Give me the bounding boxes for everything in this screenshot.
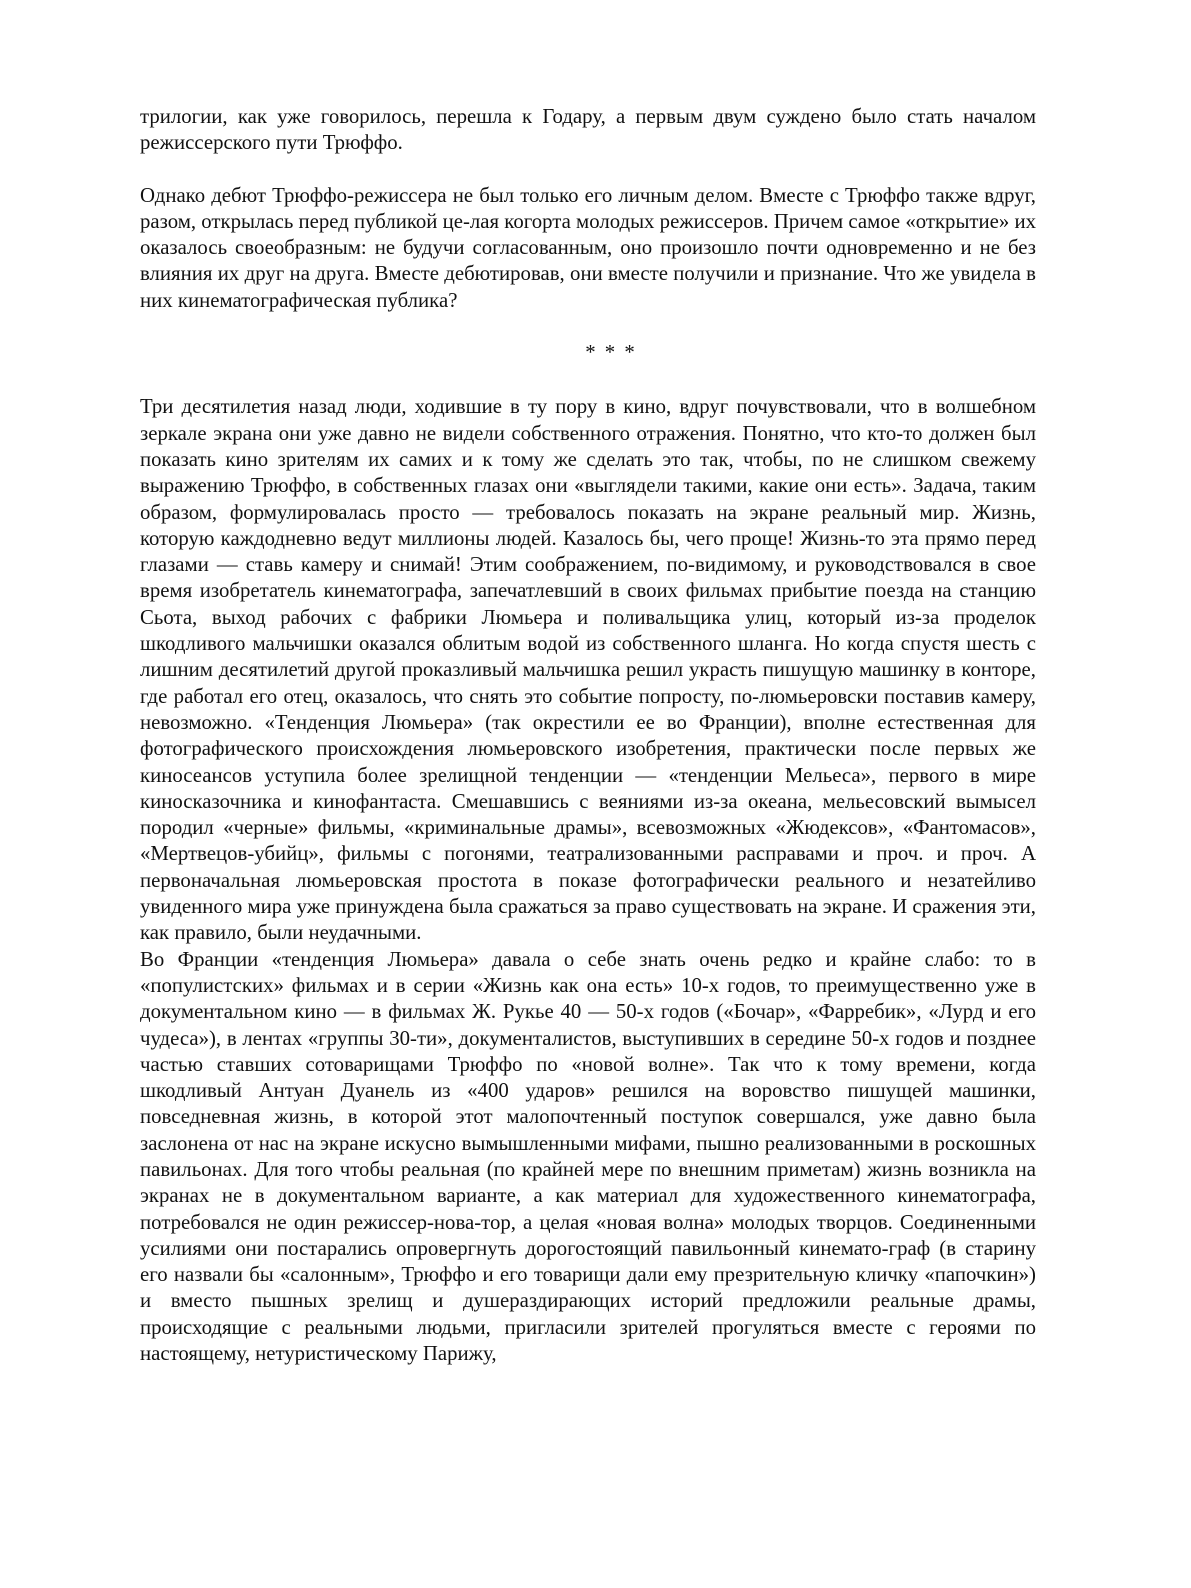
separator-gap [140, 314, 1036, 340]
paragraph-4: Во Франции «тенденция Люмьера» давала о себе знать очень редко и крайне слабо: то в «популистских» фильмах и в серии «Жизнь как она есть» 10-х годов, то преимущественно уже в документальном кино — в фильмах Ж. Рукье 40 — 50-х годов («Бочар», «Фарребик», «Лурд и его чудеса»), в лентах «группы 30-ти», документалистов, выступивших в середине 50-х годов и позднее частью ставших сотоварищами Трюффо по «новой волне». Так что к тому времени, когда шкодливый Антуан Дуанель из «400 ударов» решился на воровство пишущей машинки, повседневная жизнь, в которой этот малопочтенный поступок совершался, уже давно была заслонена от нас на экране искусно вымышленными мифами, пышно реализованными в роскошных павильонах. Для того чтобы реальная (по крайней мере по внешним приметам) жизнь возникла на экранах не в документальном варианте, а как материал для художественного кинематографа, потребовался не один режиссер-нова-тор, а целая «новая волна» молодых творцов. Соединенными усилиями они постарались опровергнуть дорогостоящий павильонный кинемато-граф (в старину его назвали бы «салонным», Трюффо и его товарищи дали ему презрительную кличку «папочкин») и вместо пышных зрелищ и душераздирающих историй предложили реальные драмы, происходящие с реальными людьми, пригласили зрителей прогуляться вместе с героями по настоящему, нетуристическому Парижу, [140, 947, 1036, 1366]
separator-gap-after [140, 366, 1036, 394]
paragraph-gap [140, 157, 1036, 183]
document-page [140, 104, 1036, 1367]
paragraph-1: трилогии, как уже говорилось, перешла к Годару, а первым двум суждено было стать началом режиссерского пути Трюффо. [140, 105, 1036, 155]
section-separator: * * * [585, 341, 637, 365]
paragraph-2: Однако дебют Трюффо-режиссера не был только его личным делом. Вместе с Трюффо также вдруг, разом, открылась перед публикой це-лая когорта молодых режиссеров. Причем самое «открытие» их оказалось своеобразным: не будучи согласованным, оно произошло почти одновременно и не без влияния их друг на друга. Вместе дебютировав, они вместе получили и признание. Что же увидела в них кинематографическая публика? [140, 183, 1036, 312]
paragraph-3: Три десятилетия назад люди, ходившие в ту пору в кино, вдруг почувствовали, что в волшебном зеркале экрана они уже давно не видели собственного отражения. Понятно, что кто-то должен был показать кино зрителям их самих и к тому же сделать это так, чтобы, по не слишком свежему выражению Трюффо, в собственных глазах они «выглядели такими, какие они есть». Задача, таким образом, формулировалась просто — требовалось показать на экране реальный мир. Жизнь, которую каждодневно ведут миллионы людей. Казалось бы, чего проще! Жизнь-то эта прямо перед глазами — ставь камеру и снимай! Этим соображением, по-видимому, и руководствовался в свое время изобретатель кинематографа, запечатлевший в своих фильмах прибытие поезда на станцию Сьота, выход рабочих с фабрики Люмьера и поливальщика улиц, который из-за проделок шкодливого мальчишки оказался облитым водой из собственного шланга. Но когда спустя шесть с лишним десятилетий другой проказливый мальчишка решил украсть пишущую машинку в конторе, где работал его отец, оказалось, что снять это событие попросту, по-люмьеровски поставив камеру, невозможно. «Тенденция Люмьера» (так окрестили ее во Франции), вполне естественная для фотографического происхождения люмьеровского изобретения, практически после первых же киносеансов уступила более зрелищной тенденции — «тенденции Мельеса», первого в мире киносказочника и кинофантаста. Смешавшись с веяниями из-за океана, мельесовский вымысел породил «черные» фильмы, «криминальные драмы», всевозможных «Жюдексов», «Фантомасов», «Мертвецов-убийц», фильмы с погонями, театрализованными расправами и проч. и проч. А первоначальная люмьеровская простота в показе фотографически реального и незатейливо увиденного мира уже принуждена была сражаться за право существовать на экране. И сражения эти, как правило, были неудачными. [140, 395, 1036, 945]
